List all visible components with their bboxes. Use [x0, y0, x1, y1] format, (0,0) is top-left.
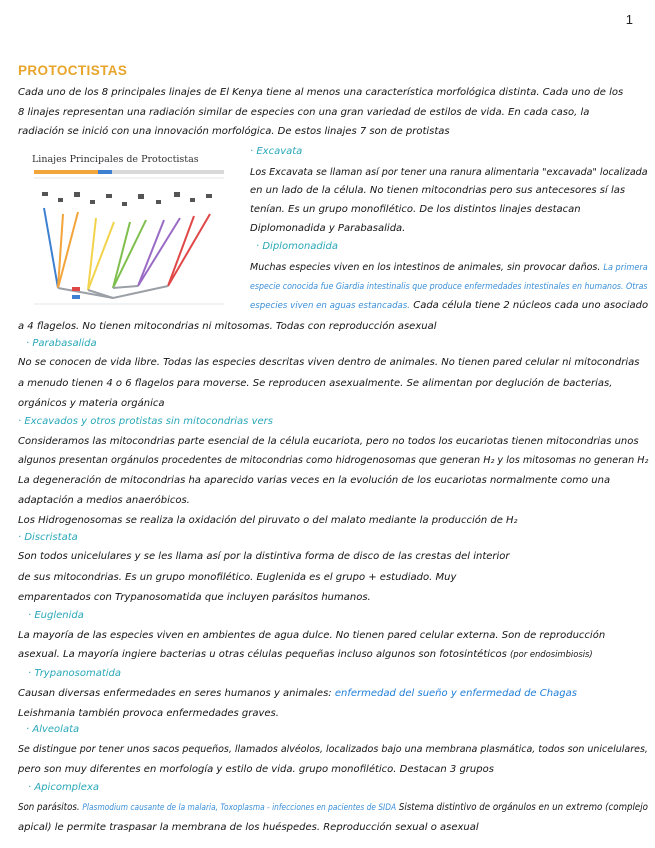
text-line [18, 801, 648, 815]
blue-annotation: La primera [603, 263, 648, 273]
section-heading-excavata: · Excavata [250, 146, 303, 157]
text-line: No se conocen de vida libre. Todas las especies descritas viven dentro de animales. No tienen pared celular ni mitocondrias [18, 357, 640, 368]
page-title: PROTOCTISTAS [18, 63, 128, 78]
tip-silhouettes [42, 192, 212, 206]
section-heading-apicomplexa: · Apicomplexa [28, 782, 100, 793]
text-line: en un lado de la célula. No tienen mitocondrias pero sus antecesores sí las [250, 185, 626, 196]
blue-highlight: enfermedad del sueño y enfermedad de Chagas [334, 688, 577, 699]
color-bar-gray [112, 170, 224, 174]
section-heading-trypanosomatida: · Trypanosomatida [28, 668, 122, 679]
figure-title: Linajes Principales de Protoctistas [32, 154, 199, 165]
text-line: La mayoría de las especies viven en ambientes de agua dulce. No tienen pared celular externa. Son de reproducción [18, 630, 606, 641]
text-segment: Causan diversas enfermedades en seres humanos y animales: [18, 688, 332, 699]
text-line [18, 687, 577, 700]
text-line: radiación se inició con una innovación morfológica. De estos linajes 7 son de protistas [18, 126, 450, 137]
text-line: Los Hidrogenosomas se realiza la oxidación del piruvato o del malato mediante la producción de H₂ [18, 515, 518, 526]
section-heading-discristata: · Discristata [18, 532, 78, 543]
text-line: Se distingue por tener unos sacos pequeños, llamados alvéolos, localizados bajo una membrana plasmática, todos son unicelulares, [18, 744, 648, 755]
section-heading-parabasalida: · Parabasalida [26, 338, 97, 349]
text-line: orgánicos y materia orgánica [18, 398, 165, 409]
blue-annotation: especie conocida fue Giardia intestinalis que produce enfermedades intestinales en humanos. Otras [250, 282, 648, 292]
text-line: pero son muy diferentes en morfología y estilo de vida. grupo monofilético. Destacan 3 grupos [18, 764, 494, 775]
text-line: Diplomonadida y Parabasalida. [250, 223, 406, 234]
text-segment: Muchas especies viven en los intestinos de animales, sin provocar daños. [250, 262, 601, 273]
text-line: Consideramos las mitocondrias parte esencial de la célula eucariota, pero no todos los eucariotas tienen mitocondrias unos [18, 436, 639, 447]
color-bar-orange [34, 170, 98, 174]
text-line: de sus mitocondrias. Es un grupo monofilético. Euglenida es el grupo + estudiado. Muy [18, 572, 457, 583]
text-line [18, 648, 593, 661]
text-line: La degeneración de mitocondrias ha aparecido varias veces en la evolución de los eucariotas normalmente como una [18, 475, 611, 486]
text-line: a menudo tienen 4 o 6 flagelos para moverse. Se reproducen asexualmente. Se alimentan por deglución de bacterias, [18, 378, 613, 389]
text-line: a 4 flagelos. No tienen mitocondrias ni mitosomas. Todas con reproducción asexual [18, 321, 437, 332]
color-bar-blue [98, 170, 112, 174]
text-segment: asexual. La mayoría ingiere bacterias u otras células pequeñas incluso algunos son fotosintéticos [18, 649, 507, 660]
text-note: (por endosimbiosis) [510, 649, 593, 659]
page-number: 1 [625, 12, 633, 27]
phylogeny-tree [18, 148, 240, 308]
frame-lines [34, 178, 224, 304]
text-segment: Son parásitos. [18, 802, 80, 813]
text-line: 8 linajes representan una radiación similar de especies con una gran variedad de estilos de vida. En cada caso, la [18, 107, 590, 118]
text-line: apical) le permite traspasar la membrana de los huéspedes. Reproducción sexual o asexual [18, 822, 479, 833]
text-line: emparentados con Trypanosomatida que incluyen parásitos humanos. [18, 592, 371, 603]
tree-branches [44, 208, 210, 298]
text-line: Los Excavata se llaman así por tener una ranura alimentaria "excavada" localizada [250, 167, 648, 178]
text-line: algunos presentan orgánulos procedentes de mitocondrias como hidrogenosomas que generan H₂ y los mitosomas no generan H₂ [18, 455, 649, 466]
phylogeny-figure [18, 148, 240, 308]
text-line: Son todos unicelulares y se les llama así por la distintiva forma de disco de las crestas del interior [18, 551, 510, 562]
section-heading-euglenida: · Euglenida [28, 610, 84, 621]
section-heading-excavados: · Excavados y otros protistas sin mitocondrias vers [18, 416, 273, 427]
text-line [250, 299, 648, 313]
blue-annotation: especies viven en aguas estancadas. [250, 301, 411, 311]
text-line: Leishmania también provoca enfermedades graves. [18, 708, 279, 719]
section-heading-diplomonadida: · Diplomonadida [256, 241, 339, 252]
text-segment: Sistema distintivo de orgánulos en un extremo (complejo [398, 802, 648, 813]
blue-annotation: Plasmodium causante de la malaria, Toxoplasma - infecciones en pacientes de SIDA [82, 803, 397, 813]
section-heading-alveolata: · Alveolata [26, 724, 80, 735]
text-line: tenían. Es un grupo monofilético. De los distintos linajes destacan [250, 204, 581, 215]
text-line: Cada uno de los 8 principales linajes de El Kenya tiene al menos una característica morfológica distinta. Cada uno de los [18, 87, 624, 98]
text-line: adaptación a medios anaeróbicos. [18, 495, 190, 506]
text-line [250, 261, 648, 275]
text-segment: Cada célula tiene 2 núcleos cada uno asociado [413, 300, 649, 311]
legend-swatch [72, 295, 80, 299]
legend-swatch [72, 287, 80, 291]
